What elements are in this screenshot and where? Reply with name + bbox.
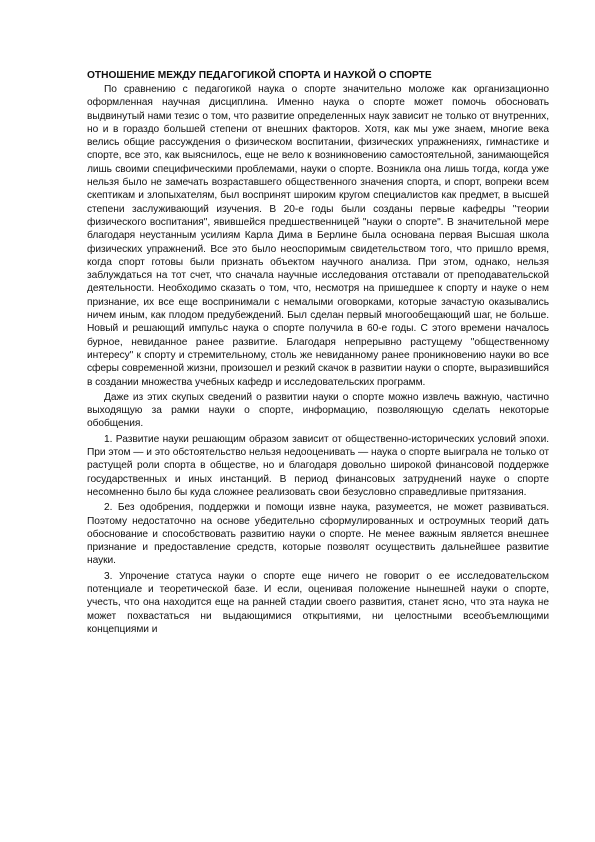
paragraph-generalizations: Даже из этих скупых сведений о развитии науки о спорте можно извлечь важную, частично выходящую за рамки науки о спорте, информацию, позволяющую сделать некоторые обобщения. — [87, 391, 549, 430]
paragraph-intro: По сравнению с педагогикой наука о спорте значительно моложе как организационно оформленная научная дисциплина. Именно наука о спорте может помочь обосновать выдвинутый нами тезис о том, что развитие определенных наук зависит не только от внутренних, но и в гораздо большей степени от внешних факторов. Хотя, как мы уже знаем, многие века велись общие рассуждения о физическом воспитании, физических упражнениях, гимнастике и спорте, все это, как выяснилось, еще не вело к возникновению самостоятельной, занимающейся лишь своими специфическими проблемами, науки о спорте. Возникла она лишь тогда, когда уже нельзя было не замечать возраставшего общественного значения спорта, и спорт, вопреки всем скептикам и злопыхателям, был воспринят широким кругом специалистов как предмет, в высшей степени заслуживающий изучения. В 20-е годы были созданы первые кафедры "теории физического воспитания", явившейся предшественницей "науки о спорте". В значительной мере благодаря неустанным усилиям Карла Дима в Берлине была основана первая Высшая школа физических упражнений. Все это было неоспоримым свидетельством того, что пришло время, когда спорт готовы были признать объектом научного анализа. При этом, однако, нельзя заблуждаться на тот счет, что сначала научные исследования отставали от преподавательской деятельности. Необходимо сказать о том, что, несмотря на пришедшее к спорту и науке о нем признание, их все еще воспринимали с немалыми оговорками, которые зачастую оказывались ничем иным, как плодом предубеждений. Был сделан первый многообещающий шаг, не больше. Новый и решающий импульс наука о спорте получила в 60-е годы. С этого времени началось бурное, невиданное ранее развитие. Благодаря непрерывно растущему "общественному интересу" к спорту и стремительному, столь же невиданному ранее проникновению науки во все сферы современной жизни, произошел и резкий скачок в развитии науки о спорте, выразившийся в создании множества учебных кафедр и исследовательских программ. — [87, 84, 549, 388]
paragraph-point-3: 3. Упрочение статуса науки о спорте еще ничего не говорит о ее исследовательском потенциале и теоретической базе. И если, оценивая положение нынешней науки о спорте, учесть, что она находится еще на ранней стадии своего развития, станет ясно, что эта наука не может похвастаться ни выдающимися открытиями, ни целостными всеобъемлющими концепциями и — [87, 570, 549, 635]
document-page — [87, 69, 549, 638]
document-title: ОТНОШЕНИЕ МЕЖДУ ПЕДАГОГИКОЙ СПОРТА И НАУКОЙ О СПОРТЕ — [87, 70, 432, 81]
paragraph-point-1: 1. Развитие науки решающим образом зависит от общественно-исторических условий эпохи. При этом — и это обстоятельство нельзя недооценивать — наука о спорте выиграла не только от растущей роли спорта в обществе, но и благодаря довольно широкой финансовой поддержке государственных и иных инстанций. В период финансовых затруднений науке о спорте несомненно было бы куда сложнее реализовать свои безусловно справедливые притязания. — [87, 433, 549, 498]
paragraph-point-2: 2. Без одобрения, поддержки и помощи извне наука, разумеется, не может развиваться. Поэтому недостаточно на основе убедительно сформулированных и остроумных теорий дать обоснование и способствовать развитию науки о спорте. Не менее важным является внешнее признание и предоставление средств, которые позволят осуществить дальнейшее развитие науки. — [87, 502, 549, 567]
